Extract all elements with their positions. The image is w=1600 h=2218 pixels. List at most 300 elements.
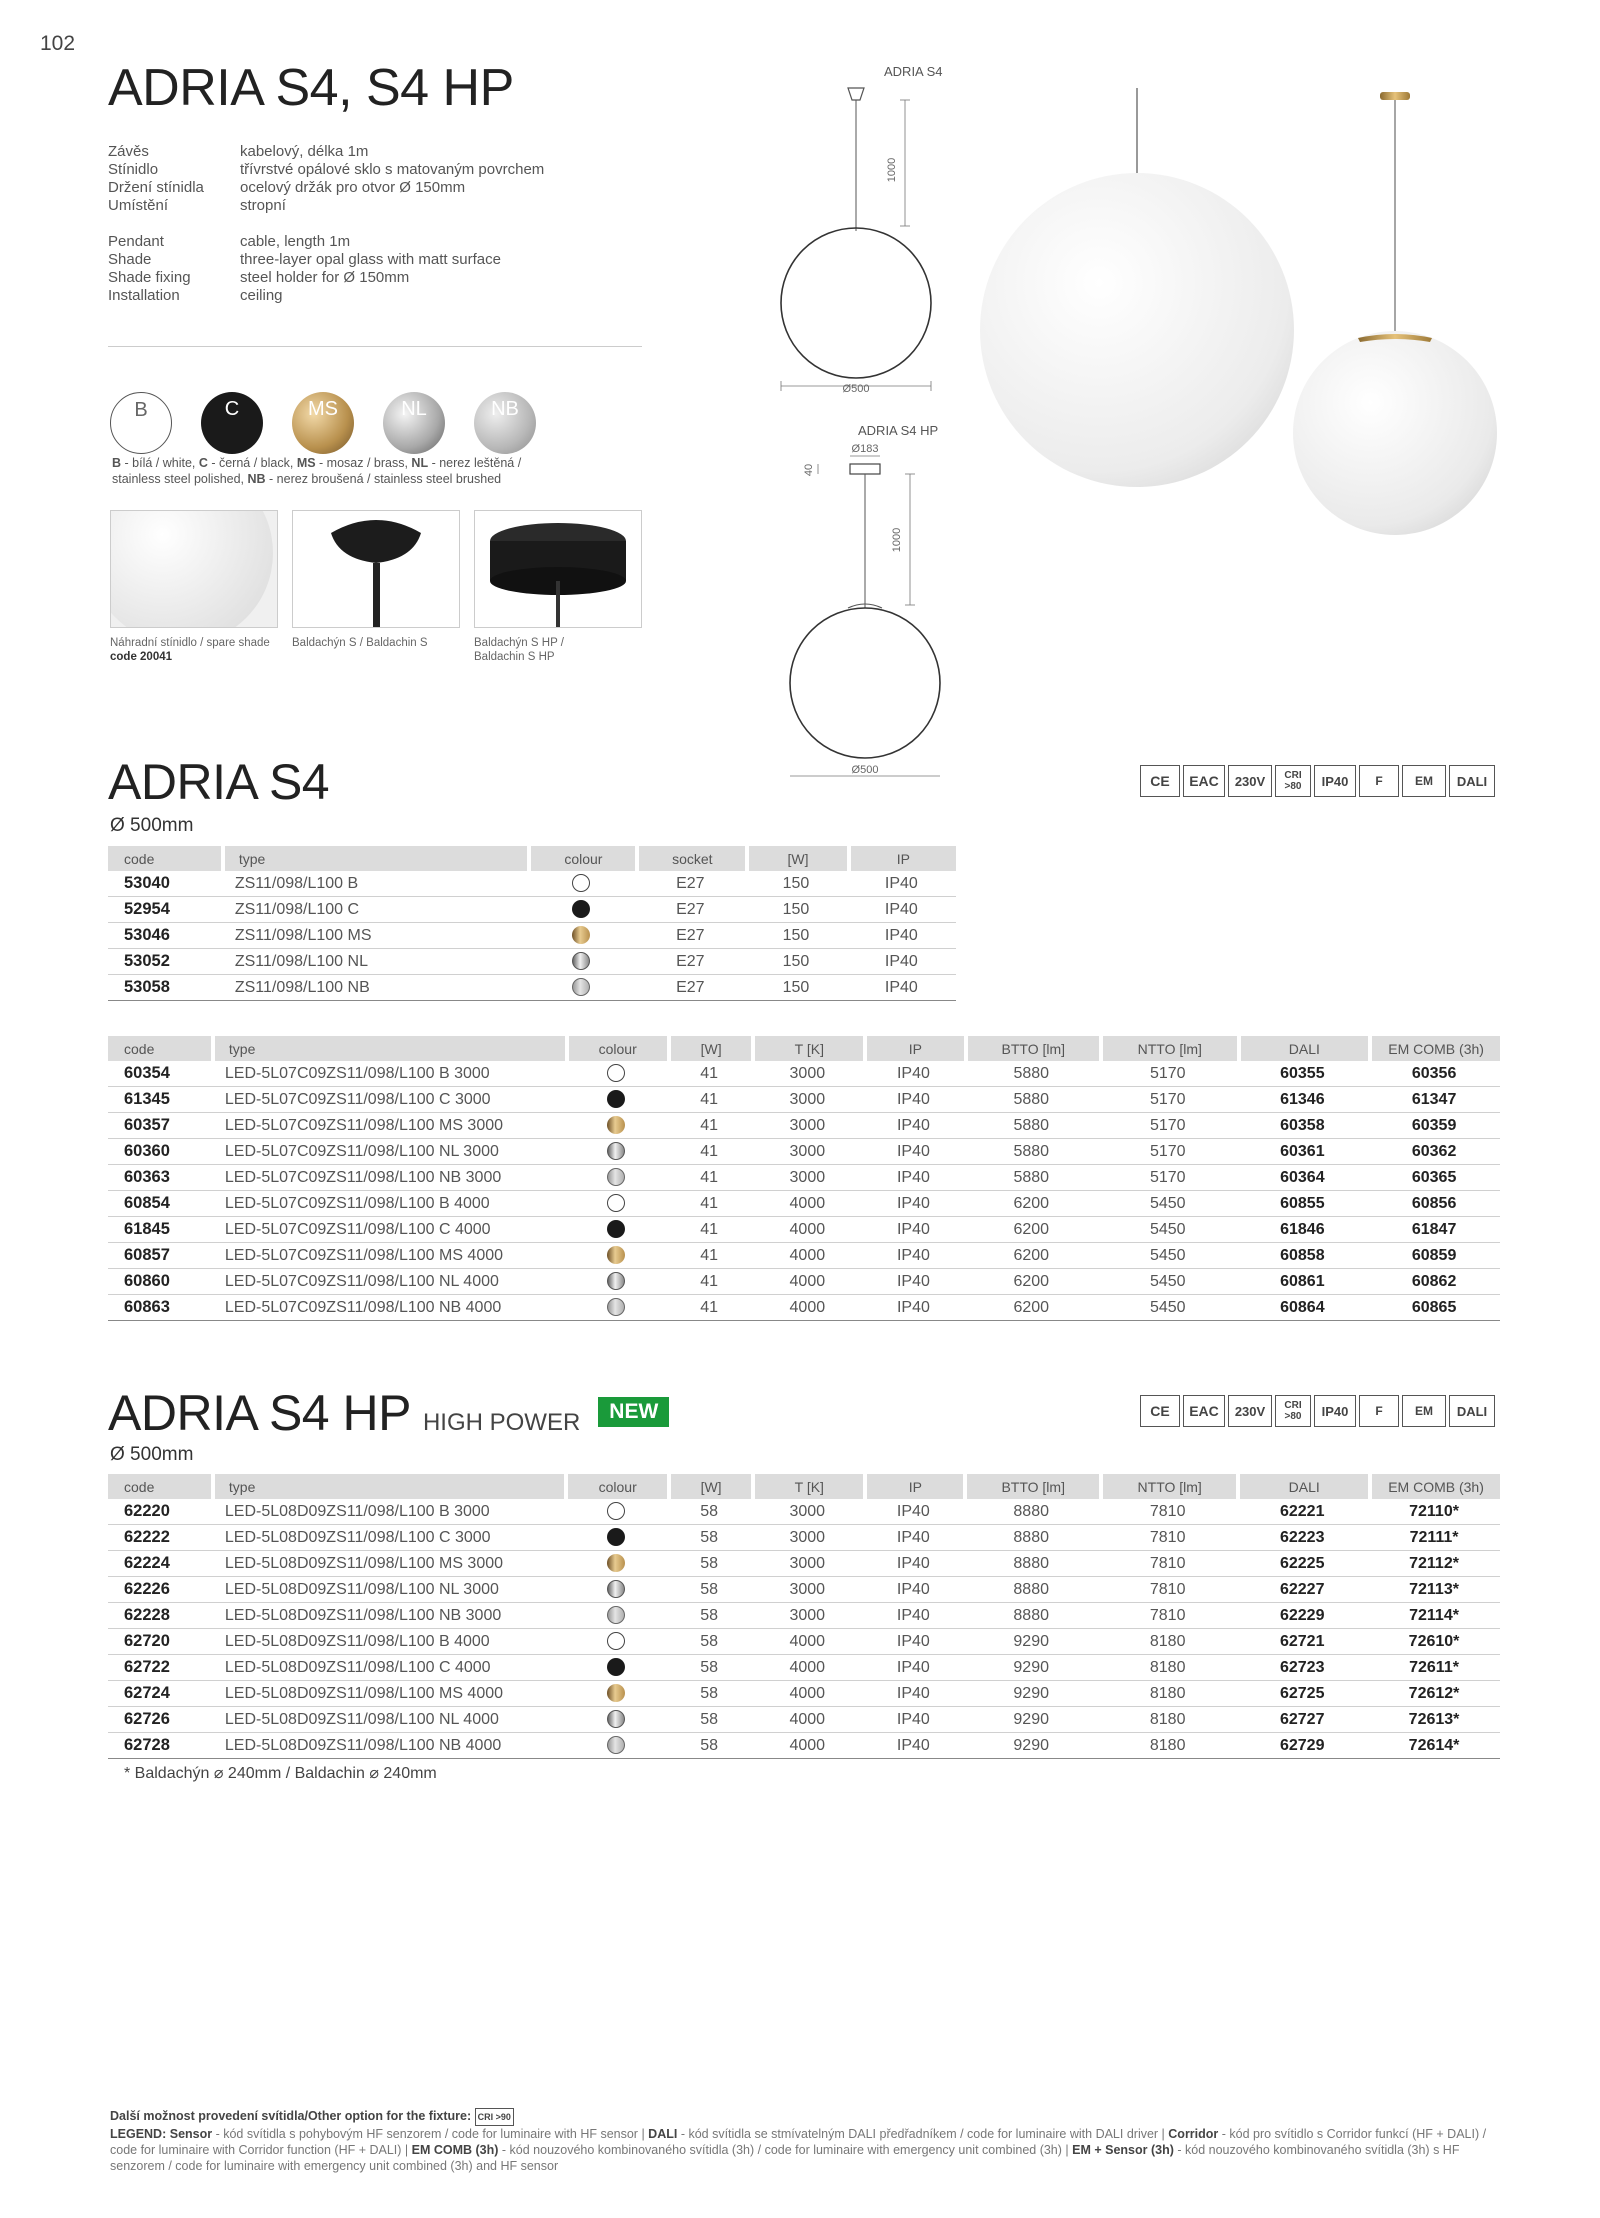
spec-key: Shade bbox=[108, 251, 152, 268]
dim-height: 1000 bbox=[891, 527, 903, 553]
cri-icon: CRI >80 bbox=[1275, 1395, 1311, 1427]
cell-colour bbox=[564, 1707, 666, 1733]
dali-icon: DALI bbox=[1449, 1395, 1495, 1427]
cell-colour bbox=[564, 1499, 666, 1525]
footer-legend bbox=[110, 2108, 1500, 2174]
dim-diameter: Ø500 bbox=[851, 764, 879, 776]
cell-type: LED-5L08D09ZS11/098/L100 C 4000 bbox=[211, 1655, 565, 1681]
dim-canopy: 40 bbox=[803, 463, 815, 477]
drawing-s4-hp bbox=[770, 440, 970, 780]
cell-btto: 6200 bbox=[964, 1191, 1100, 1217]
cell-w: 58 bbox=[667, 1525, 751, 1551]
cell-type: LED-5L07C09ZS11/098/L100 C 3000 bbox=[211, 1087, 565, 1113]
cell-dali: 62729 bbox=[1236, 1733, 1368, 1759]
cell-ip: IP40 bbox=[863, 1603, 963, 1629]
cell-btto: 6200 bbox=[964, 1243, 1100, 1269]
swatch-steel-brushed: NB bbox=[474, 392, 536, 454]
cell-type: ZS11/098/L100 NL bbox=[221, 949, 528, 975]
cell-em: 60862 bbox=[1368, 1269, 1500, 1295]
dim-height: 1000 bbox=[886, 157, 898, 183]
cell-code: 61345 bbox=[108, 1087, 211, 1113]
cell-btto: 8880 bbox=[963, 1551, 1098, 1577]
cell-code: 53058 bbox=[108, 975, 221, 1001]
emergency-exit-icon: EM bbox=[1402, 1395, 1446, 1427]
table-row bbox=[108, 1707, 1500, 1733]
cell-dali: 60858 bbox=[1237, 1243, 1369, 1269]
cell-dali: 61846 bbox=[1237, 1217, 1369, 1243]
cell-ip: IP40 bbox=[863, 1165, 963, 1191]
table-row bbox=[108, 1139, 1500, 1165]
cell-colour bbox=[564, 1603, 666, 1629]
cell-btto: 8880 bbox=[963, 1577, 1098, 1603]
cell-t: 4000 bbox=[751, 1243, 863, 1269]
colour-dot-icon bbox=[607, 1632, 625, 1650]
colour-dot-icon bbox=[572, 926, 590, 944]
cell-ip: IP40 bbox=[863, 1707, 963, 1733]
table-row bbox=[108, 1113, 1500, 1139]
cri90-icon: CRI >90 bbox=[475, 2108, 514, 2126]
col-header: IP bbox=[863, 1036, 963, 1061]
cell-colour bbox=[564, 1551, 666, 1577]
cell-type: LED-5L08D09ZS11/098/L100 MS 4000 bbox=[211, 1681, 565, 1707]
table-row bbox=[108, 1733, 1500, 1759]
footer-term: Sensor bbox=[169, 2127, 213, 2141]
cell-colour bbox=[565, 1217, 667, 1243]
cell-dali: 61346 bbox=[1237, 1087, 1369, 1113]
cell-w: 41 bbox=[667, 1165, 751, 1191]
cell-ntto: 7810 bbox=[1099, 1603, 1236, 1629]
cell-code: 61845 bbox=[108, 1217, 211, 1243]
cell-btto: 8880 bbox=[963, 1603, 1098, 1629]
table-row bbox=[108, 1525, 1500, 1551]
cell-code: 62226 bbox=[108, 1577, 211, 1603]
cell-type: ZS11/098/L100 C bbox=[221, 897, 528, 923]
cell-type: LED-5L07C09ZS11/098/L100 NB 4000 bbox=[211, 1295, 565, 1321]
cell-w: 41 bbox=[667, 1243, 751, 1269]
col-header: code bbox=[108, 1036, 211, 1061]
section-diameter: Ø 500mm bbox=[110, 815, 194, 836]
spec-value: three-layer opal glass with matt surface bbox=[240, 251, 501, 268]
colour-dot-icon bbox=[607, 1580, 625, 1598]
spec-value: ceiling bbox=[240, 287, 283, 304]
cell-btto: 5880 bbox=[964, 1113, 1100, 1139]
cell-w: 150 bbox=[745, 923, 846, 949]
cell-ntto: 8180 bbox=[1099, 1707, 1236, 1733]
ip-rating-icon: IP40 bbox=[1314, 1395, 1356, 1427]
cell-btto: 6200 bbox=[964, 1295, 1100, 1321]
cell-type: LED-5L08D09ZS11/098/L100 NL 4000 bbox=[211, 1707, 565, 1733]
col-header: IP bbox=[847, 846, 956, 871]
cell-ntto: 5450 bbox=[1099, 1243, 1236, 1269]
cell-w: 41 bbox=[667, 1087, 751, 1113]
section-title-row bbox=[108, 1384, 669, 1442]
cell-ip: IP40 bbox=[847, 897, 956, 923]
cell-code: 62724 bbox=[108, 1681, 211, 1707]
swatch-white: B bbox=[110, 392, 172, 454]
baldachin-s-hp-image bbox=[474, 510, 642, 628]
cell-t: 4000 bbox=[751, 1707, 863, 1733]
spec-row bbox=[108, 233, 544, 251]
cell-w: 41 bbox=[667, 1113, 751, 1139]
spec-value: steel holder for Ø 150mm bbox=[240, 269, 410, 286]
cell-socket: E27 bbox=[635, 949, 745, 975]
spec-row bbox=[108, 287, 544, 305]
cell-type: LED-5L07C09ZS11/098/L100 B 3000 bbox=[211, 1061, 565, 1087]
colour-dot-icon bbox=[607, 1064, 625, 1082]
section-title-s4: ADRIA S4 bbox=[108, 754, 330, 810]
cell-em: 60359 bbox=[1368, 1113, 1500, 1139]
cell-dali: 62223 bbox=[1236, 1525, 1368, 1551]
cell-type: LED-5L08D09ZS11/098/L100 C 3000 bbox=[211, 1525, 565, 1551]
cell-t: 3000 bbox=[751, 1139, 863, 1165]
cell-w: 150 bbox=[745, 975, 846, 1001]
cell-type: ZS11/098/L100 B bbox=[221, 871, 528, 897]
cell-t: 3000 bbox=[751, 1165, 863, 1191]
ip-rating-icon: IP40 bbox=[1314, 765, 1356, 797]
cell-btto: 8880 bbox=[963, 1525, 1098, 1551]
cell-code: 53040 bbox=[108, 871, 221, 897]
new-badge: NEW bbox=[598, 1397, 669, 1427]
spec-key: Závěs bbox=[108, 143, 149, 160]
cell-code: 60360 bbox=[108, 1139, 211, 1165]
spec-row bbox=[108, 269, 544, 287]
cell-em: 72112* bbox=[1368, 1551, 1500, 1577]
cell-ntto: 5450 bbox=[1099, 1217, 1236, 1243]
voltage-icon: 230V bbox=[1228, 1395, 1272, 1427]
spec-key: Shade fixing bbox=[108, 269, 191, 286]
cell-type: LED-5L08D09ZS11/098/L100 B 3000 bbox=[211, 1499, 565, 1525]
cell-t: 3000 bbox=[751, 1525, 863, 1551]
cell-btto: 5880 bbox=[964, 1087, 1100, 1113]
cell-ip: IP40 bbox=[863, 1243, 963, 1269]
col-header: type bbox=[211, 1036, 565, 1061]
cell-btto: 9290 bbox=[963, 1707, 1098, 1733]
dim-diameter: Ø500 bbox=[842, 383, 870, 395]
cell-dali: 62225 bbox=[1236, 1551, 1368, 1577]
colour-dot-icon bbox=[572, 952, 590, 970]
cell-em: 61347 bbox=[1368, 1087, 1500, 1113]
cell-type: LED-5L07C09ZS11/098/L100 C 4000 bbox=[211, 1217, 565, 1243]
cell-socket: E27 bbox=[635, 975, 745, 1001]
colour-dot-icon bbox=[607, 1168, 625, 1186]
cell-btto: 5880 bbox=[964, 1139, 1100, 1165]
cri-icon: CRI >80 bbox=[1275, 765, 1311, 797]
f-mark-icon: F bbox=[1359, 1395, 1399, 1427]
cell-socket: E27 bbox=[635, 897, 745, 923]
cell-colour bbox=[565, 1139, 667, 1165]
spec-row bbox=[108, 197, 544, 215]
cell-w: 58 bbox=[667, 1655, 751, 1681]
section-subtitle: HIGH POWER bbox=[422, 1409, 581, 1436]
cell-colour bbox=[565, 1191, 667, 1217]
cell-ntto: 7810 bbox=[1099, 1577, 1236, 1603]
table-row bbox=[108, 1629, 1500, 1655]
table-row bbox=[108, 1087, 1500, 1113]
footnote: * Baldachýn ⌀ 240mm / Baldachin ⌀ 240mm bbox=[124, 1765, 437, 1782]
cell-t: 4000 bbox=[751, 1191, 863, 1217]
footer-term: DALI bbox=[648, 2127, 678, 2141]
cell-w: 41 bbox=[667, 1217, 751, 1243]
section-title-s4-hp: ADRIA S4 HP bbox=[108, 1385, 411, 1441]
cell-ip: IP40 bbox=[863, 1295, 963, 1321]
cell-socket: E27 bbox=[635, 871, 745, 897]
spec-row bbox=[108, 251, 544, 269]
cell-colour bbox=[527, 923, 635, 949]
colour-dot-icon bbox=[572, 900, 590, 918]
cell-dali: 62229 bbox=[1236, 1603, 1368, 1629]
cell-em: 60859 bbox=[1368, 1243, 1500, 1269]
thumb-caption: Baldachýn S / Baldachin S bbox=[292, 637, 428, 649]
cell-ip: IP40 bbox=[863, 1681, 963, 1707]
cell-dali: 62221 bbox=[1236, 1499, 1368, 1525]
cell-code: 60854 bbox=[108, 1191, 211, 1217]
cell-code: 60860 bbox=[108, 1269, 211, 1295]
spec-key: Installation bbox=[108, 287, 180, 304]
table-row bbox=[108, 949, 956, 975]
cell-code: 62726 bbox=[108, 1707, 211, 1733]
caption-text: Náhradní stínidlo / spare shade bbox=[110, 637, 270, 649]
cell-ntto: 5170 bbox=[1099, 1165, 1236, 1191]
cell-ip: IP40 bbox=[863, 1577, 963, 1603]
table-row bbox=[108, 923, 956, 949]
cell-btto: 6200 bbox=[964, 1217, 1100, 1243]
cell-em: 72613* bbox=[1368, 1707, 1500, 1733]
cell-em: 72611* bbox=[1368, 1655, 1500, 1681]
cell-em: 72111* bbox=[1368, 1525, 1500, 1551]
cell-em: 60356 bbox=[1368, 1061, 1500, 1087]
colour-dot-icon bbox=[607, 1606, 625, 1624]
cell-w: 58 bbox=[667, 1577, 751, 1603]
cell-btto: 9290 bbox=[963, 1681, 1098, 1707]
cell-code: 53046 bbox=[108, 923, 221, 949]
cell-w: 41 bbox=[667, 1139, 751, 1165]
cell-colour bbox=[564, 1629, 666, 1655]
table-row bbox=[108, 1061, 1500, 1087]
cell-ip: IP40 bbox=[863, 1191, 963, 1217]
cell-btto: 9290 bbox=[963, 1629, 1098, 1655]
col-header: type bbox=[221, 846, 528, 871]
cell-ip: IP40 bbox=[863, 1113, 963, 1139]
spec-row bbox=[108, 179, 544, 197]
footer-term: EM COMB (3h) bbox=[411, 2143, 499, 2157]
colour-dot-icon bbox=[607, 1658, 625, 1676]
cell-dali: 62721 bbox=[1236, 1629, 1368, 1655]
cell-type: LED-5L08D09ZS11/098/L100 NB 3000 bbox=[211, 1603, 565, 1629]
col-header: colour bbox=[527, 846, 635, 871]
cell-w: 58 bbox=[667, 1707, 751, 1733]
cell-type: LED-5L07C09ZS11/098/L100 MS 4000 bbox=[211, 1243, 565, 1269]
table-row bbox=[108, 897, 956, 923]
f-mark-text: F bbox=[1375, 774, 1383, 788]
cell-em: 72114* bbox=[1368, 1603, 1500, 1629]
col-header: colour bbox=[565, 1036, 667, 1061]
col-header: IP bbox=[863, 1474, 963, 1499]
cell-t: 4000 bbox=[751, 1217, 863, 1243]
cell-ntto: 7810 bbox=[1099, 1499, 1236, 1525]
cell-type: LED-5L08D09ZS11/098/L100 NL 3000 bbox=[211, 1577, 565, 1603]
cell-colour bbox=[565, 1269, 667, 1295]
spec-key: Stínidlo bbox=[108, 161, 159, 178]
cell-w: 58 bbox=[667, 1499, 751, 1525]
cell-type: LED-5L07C09ZS11/098/L100 NL 4000 bbox=[211, 1269, 565, 1295]
footer-text: - kód pro svítidlo s Corridor funkcí (HF + DALI) / code for luminaire with Corridor function (HF + DALI) | bbox=[110, 2127, 1487, 2157]
cell-w: 41 bbox=[667, 1061, 751, 1087]
cell-ip: IP40 bbox=[847, 871, 956, 897]
col-header: [W] bbox=[667, 1474, 751, 1499]
cell-code: 62722 bbox=[108, 1655, 211, 1681]
table-row bbox=[108, 1551, 1500, 1577]
cell-ip: IP40 bbox=[863, 1655, 963, 1681]
colour-dot-icon bbox=[607, 1736, 625, 1754]
cell-ip: IP40 bbox=[863, 1499, 963, 1525]
cell-dali: 60361 bbox=[1237, 1139, 1369, 1165]
cell-code: 62720 bbox=[108, 1629, 211, 1655]
dali-icon: DALI bbox=[1449, 765, 1495, 797]
cell-ip: IP40 bbox=[863, 1629, 963, 1655]
colour-dot-icon bbox=[607, 1502, 625, 1520]
legend-text: - nerez leštěná / bbox=[428, 456, 522, 470]
cell-em: 60865 bbox=[1368, 1295, 1500, 1321]
cell-dali: 62723 bbox=[1236, 1655, 1368, 1681]
footer-legend-label: LEGEND: bbox=[110, 2127, 167, 2141]
cell-code: 52954 bbox=[108, 897, 221, 923]
swatch-black: C bbox=[201, 392, 263, 454]
f-mark-icon bbox=[1359, 765, 1399, 797]
cell-ip: IP40 bbox=[863, 1269, 963, 1295]
table-row bbox=[108, 1295, 1500, 1321]
col-header: BTTO [lm] bbox=[963, 1474, 1098, 1499]
cell-ip: IP40 bbox=[863, 1217, 963, 1243]
cell-code: 53052 bbox=[108, 949, 221, 975]
cell-type: LED-5L07C09ZS11/098/L100 NL 3000 bbox=[211, 1139, 565, 1165]
cell-colour bbox=[564, 1681, 666, 1707]
voltage-icon: 230V bbox=[1228, 765, 1272, 797]
cell-ntto: 8180 bbox=[1099, 1681, 1236, 1707]
table-row bbox=[108, 1499, 1500, 1525]
product-photo bbox=[960, 80, 1550, 540]
drawing-label-s4: ADRIA S4 bbox=[884, 64, 943, 79]
cell-btto: 8880 bbox=[963, 1499, 1098, 1525]
cell-ntto: 8180 bbox=[1099, 1629, 1236, 1655]
cell-em: 60362 bbox=[1368, 1139, 1500, 1165]
legend-text: - bílá / white, bbox=[121, 456, 199, 470]
cell-colour bbox=[564, 1733, 666, 1759]
cell-ntto: 5170 bbox=[1099, 1061, 1236, 1087]
cell-colour bbox=[565, 1061, 667, 1087]
cell-code: 60863 bbox=[108, 1295, 211, 1321]
cell-t: 3000 bbox=[751, 1113, 863, 1139]
cell-ntto: 7810 bbox=[1099, 1525, 1236, 1551]
cell-code: 62220 bbox=[108, 1499, 211, 1525]
colour-dot-icon bbox=[572, 874, 590, 892]
caption-text: Baldachin S HP bbox=[474, 651, 555, 663]
swatch-steel-polished: NL bbox=[383, 392, 445, 454]
cell-t: 4000 bbox=[751, 1681, 863, 1707]
spec-value: ocelový držák pro otvor Ø 150mm bbox=[240, 179, 466, 196]
cell-w: 58 bbox=[667, 1603, 751, 1629]
colour-dot-icon bbox=[607, 1272, 625, 1290]
cell-t: 4000 bbox=[751, 1655, 863, 1681]
baldachin-s-hp-illustration bbox=[475, 511, 641, 627]
certification-icons bbox=[1140, 765, 1495, 797]
cell-em: 61847 bbox=[1368, 1217, 1500, 1243]
cell-ntto: 5450 bbox=[1099, 1191, 1236, 1217]
cell-t: 3000 bbox=[751, 1499, 863, 1525]
colour-dot-icon bbox=[607, 1194, 625, 1212]
footer-text: - kód nouzového kombinovaného svítidla (3h) s HF senzorem / code for luminaire with emergency unit combined (3h) and HF sensor bbox=[110, 2143, 1460, 2173]
table-row bbox=[108, 1681, 1500, 1707]
cell-w: 58 bbox=[667, 1551, 751, 1577]
spec-value: kabelový, délka 1m bbox=[240, 143, 369, 160]
cell-colour bbox=[527, 871, 635, 897]
cell-ntto: 5170 bbox=[1099, 1087, 1236, 1113]
cell-dali: 60861 bbox=[1237, 1269, 1369, 1295]
cell-em: 72612* bbox=[1368, 1681, 1500, 1707]
col-header: NTTO [lm] bbox=[1099, 1474, 1236, 1499]
col-header: [W] bbox=[667, 1036, 751, 1061]
cell-em: 72113* bbox=[1368, 1577, 1500, 1603]
legend-text: - nerez broušená / stainless steel brushed bbox=[265, 472, 502, 486]
col-header: socket bbox=[635, 846, 745, 871]
footer-term: EM + Sensor (3h) bbox=[1072, 2143, 1174, 2157]
cell-type: LED-5L07C09ZS11/098/L100 NB 3000 bbox=[211, 1165, 565, 1191]
col-header: DALI bbox=[1237, 1036, 1369, 1061]
certification-icons bbox=[1140, 1395, 1495, 1427]
cell-type: LED-5L08D09ZS11/098/L100 MS 3000 bbox=[211, 1551, 565, 1577]
divider bbox=[108, 346, 642, 347]
footer-term: Corridor bbox=[1168, 2127, 1219, 2141]
cell-code: 62728 bbox=[108, 1733, 211, 1759]
cell-type: LED-5L07C09ZS11/098/L100 B 4000 bbox=[211, 1191, 565, 1217]
drawing-s4 bbox=[770, 80, 970, 400]
cell-type: ZS11/098/L100 MS bbox=[221, 923, 528, 949]
cell-dali: 60864 bbox=[1237, 1295, 1369, 1321]
cell-ntto: 5450 bbox=[1099, 1295, 1236, 1321]
col-header: type bbox=[211, 1474, 565, 1499]
cell-dali: 60355 bbox=[1237, 1061, 1369, 1087]
cell-colour bbox=[565, 1087, 667, 1113]
cell-w: 150 bbox=[745, 871, 846, 897]
table-s4-hp-led bbox=[108, 1474, 1500, 1759]
legend-code: NL bbox=[411, 456, 429, 470]
cell-w: 58 bbox=[667, 1733, 751, 1759]
table-row bbox=[108, 1191, 1500, 1217]
cell-ntto: 5450 bbox=[1099, 1269, 1236, 1295]
colour-dot-icon bbox=[607, 1710, 625, 1728]
baldachin-s-image bbox=[292, 510, 460, 628]
col-header: EM COMB (3h) bbox=[1368, 1474, 1500, 1499]
cell-type: ZS11/098/L100 NB bbox=[221, 975, 528, 1001]
spare-shade-image bbox=[110, 510, 278, 628]
cell-dali: 60358 bbox=[1237, 1113, 1369, 1139]
cell-w: 150 bbox=[745, 897, 846, 923]
col-header: EM COMB (3h) bbox=[1368, 1036, 1500, 1061]
legend-code: C bbox=[198, 456, 208, 470]
spec-key: Umístění bbox=[108, 197, 169, 214]
legend-text: - mosaz / brass, bbox=[315, 456, 412, 470]
table-s4-led bbox=[108, 1036, 1500, 1321]
spec-key: Držení stínidla bbox=[108, 179, 204, 196]
cell-ip: IP40 bbox=[863, 1139, 963, 1165]
footer-text: - kód svítidla se stmívatelným DALI předřadníkem / code for luminaire with DALI driver | bbox=[677, 2127, 1169, 2141]
swatch-brass: MS bbox=[292, 392, 354, 454]
cell-dali: 62727 bbox=[1236, 1707, 1368, 1733]
cell-t: 4000 bbox=[751, 1295, 863, 1321]
cell-w: 41 bbox=[667, 1269, 751, 1295]
cell-socket: E27 bbox=[635, 923, 745, 949]
page-title: ADRIA S4, S4 HP bbox=[108, 59, 514, 117]
cell-ntto: 7810 bbox=[1099, 1551, 1236, 1577]
